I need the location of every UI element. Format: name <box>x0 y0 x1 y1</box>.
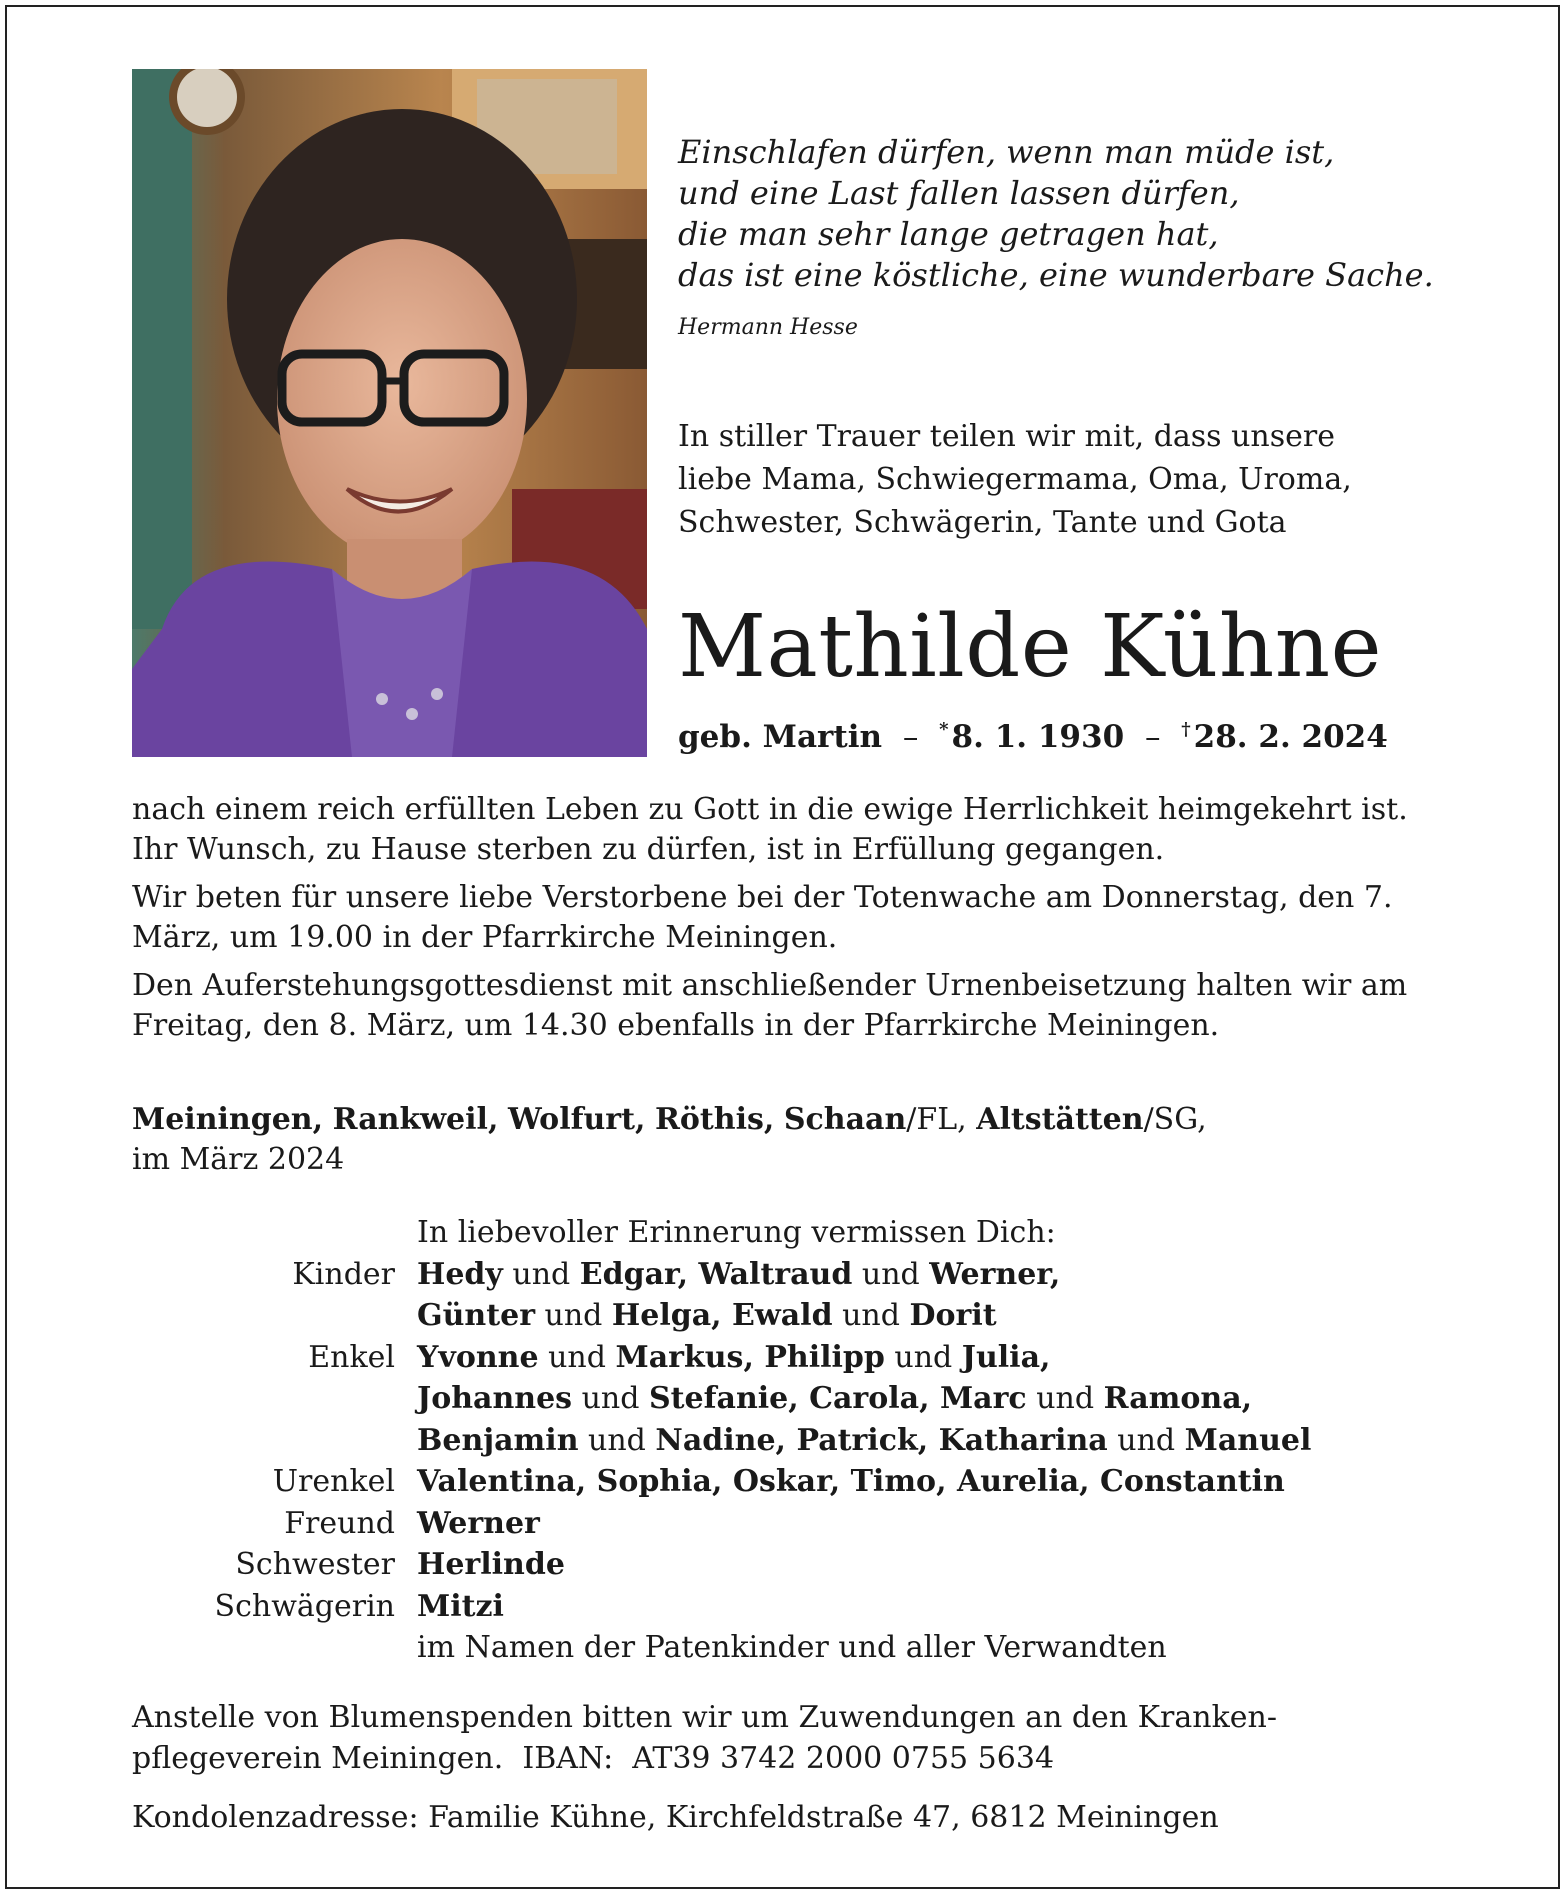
relative-name: Manuel <box>1184 1422 1312 1458</box>
connector: und <box>1107 1422 1185 1458</box>
connector: und <box>884 1339 962 1375</box>
donation-note <box>132 1697 1462 1779</box>
relation-label: Enkel <box>308 1339 395 1375</box>
relative-name: Markus, Philipp <box>615 1339 885 1375</box>
relative-name: Nadine, Patrick, Katharina <box>655 1422 1108 1458</box>
donation-line: Anstelle von Blumenspenden bitten wir um Zuwendungen an den Kranken- <box>132 1700 1277 1735</box>
relative-name: Günter <box>417 1298 535 1333</box>
connector: und <box>538 1339 616 1375</box>
relative-name: Werner <box>417 1505 540 1541</box>
relative-names <box>417 1337 1311 1379</box>
relative-name: Julia, <box>961 1339 1051 1375</box>
quote-line: und eine Last fallen lassen dürfen, <box>678 174 1240 212</box>
connector: und <box>578 1422 656 1458</box>
relative-name: Stefanie, Carola, Marc <box>648 1381 1027 1416</box>
place: Wolfurt, <box>507 1102 646 1137</box>
quote-line: Einschlafen dürfen, wenn man müde ist, <box>678 133 1335 171</box>
death-date: 28. 2. 2024 <box>1193 719 1388 755</box>
birth-star-icon: * <box>939 719 949 740</box>
connector: und <box>572 1381 649 1416</box>
place: Rankweil, <box>332 1102 499 1137</box>
relative-name: Ramona, <box>1103 1381 1253 1416</box>
notice-date: im März 2024 <box>132 1142 345 1177</box>
relative-names <box>417 1544 1311 1586</box>
relative-name: Yvonne <box>417 1339 539 1375</box>
condolence-address: Kondolenzadresse: Familie Kühne, Kirchfeldstraße 47, 6812 Meiningen <box>132 1800 1219 1835</box>
relation-label: Schwester <box>235 1547 395 1582</box>
relatives-list <box>132 1212 1462 1669</box>
relation-label: Schwägerin <box>214 1588 395 1624</box>
memorial-quote <box>678 132 1478 296</box>
obituary-body <box>132 790 1452 1054</box>
portrait-photo <box>132 69 647 757</box>
relatives-closing: im Namen der Patenkinder und aller Verwandten <box>417 1630 1167 1665</box>
separator: – <box>902 719 919 755</box>
body-paragraph: Wir beten für unsere liebe Verstorbene bei der Totenwache am Donnerstag, den 7. März, um 19.00 in der Pfarrkirche Meiningen. <box>132 880 1393 955</box>
relative-names <box>417 1295 1311 1337</box>
separator: – <box>1144 719 1161 755</box>
quote-author: Hermann Hesse <box>678 315 858 340</box>
relative-name: Valentina, Sophia, Oskar, Timo, Aurelia, Constantin <box>417 1464 1285 1499</box>
relative-name: Johannes <box>417 1381 573 1416</box>
quote-line: das ist eine köstliche, eine wunderbare Sache. <box>678 256 1434 294</box>
body-paragraph: Den Auferstehungsgottesdienst mit anschließender Urnenbeisetzung halten wir am Freitag, den 8. März, um 14.30 ebenfalls in der Pfarrkirche Meiningen. <box>132 968 1408 1043</box>
relative-name: Dorit <box>909 1298 997 1333</box>
birth-date: 8. 1. 1930 <box>951 719 1125 755</box>
portrait-illustration <box>132 69 647 757</box>
connector: und <box>502 1256 580 1292</box>
quote-line: die man sehr lange getragen hat, <box>678 215 1219 253</box>
relative-name: Hedy <box>417 1256 503 1292</box>
place: Meiningen, <box>132 1102 324 1137</box>
relative-names <box>417 1378 1311 1420</box>
body-paragraph: nach einem reich erfüllten Leben zu Gott in die ewige Herrlichkeit heimgekehrt ist. Ihr Wunsch, zu Hause sterben zu dürfen, ist in Erfüllung gegangen. <box>132 792 1408 867</box>
place: Schaan <box>783 1102 907 1137</box>
relation-label: Kinder <box>292 1256 395 1292</box>
place: Röthis, <box>654 1102 775 1137</box>
connector: und <box>852 1256 930 1292</box>
intro-line: liebe Mama, Schwiegermama, Oma, Uroma, <box>678 462 1352 497</box>
connector: und <box>832 1298 910 1333</box>
relative-name: Mitzi <box>417 1588 504 1624</box>
donation-line: pflegeverein Meiningen. IBAN: AT39 3742 2000 0755 5634 <box>132 1741 1055 1776</box>
place-suffix: /FL, <box>906 1102 967 1137</box>
relative-names <box>417 1461 1311 1503</box>
deceased-name: Mathilde Kühne <box>678 597 1382 697</box>
places-line <box>132 1100 1462 1180</box>
intro-line: In stiller Trauer teilen wir mit, dass unsere <box>678 419 1335 454</box>
born-name: geb. Martin <box>678 719 883 755</box>
obituary-notice <box>5 5 1560 1889</box>
relatives-intro: In liebevoller Erinnerung vermissen Dich: <box>417 1215 1056 1250</box>
death-cross-icon: † <box>1181 719 1191 740</box>
connector: und <box>535 1298 612 1333</box>
relative-names <box>417 1254 1311 1296</box>
intro-line: Schwester, Schwägerin, Tante und Gota <box>678 505 1287 540</box>
relative-names <box>417 1503 1311 1545</box>
connector: und <box>1026 1381 1104 1416</box>
relative-name: Helga, Ewald <box>611 1298 833 1333</box>
life-dates <box>678 719 1388 755</box>
relative-names <box>417 1420 1311 1462</box>
place-suffix: /SG, <box>1143 1102 1207 1137</box>
relative-name: Benjamin <box>417 1422 579 1458</box>
relative-name: Herlinde <box>417 1547 565 1582</box>
relation-label: Urenkel <box>272 1464 395 1499</box>
place: Altstätten <box>976 1102 1144 1137</box>
relative-name: Werner, <box>929 1256 1061 1292</box>
relative-names <box>417 1586 1311 1628</box>
relative-name: Edgar, Waltraud <box>579 1256 853 1292</box>
announcement-intro <box>678 415 1458 544</box>
relation-label: Freund <box>284 1505 395 1541</box>
